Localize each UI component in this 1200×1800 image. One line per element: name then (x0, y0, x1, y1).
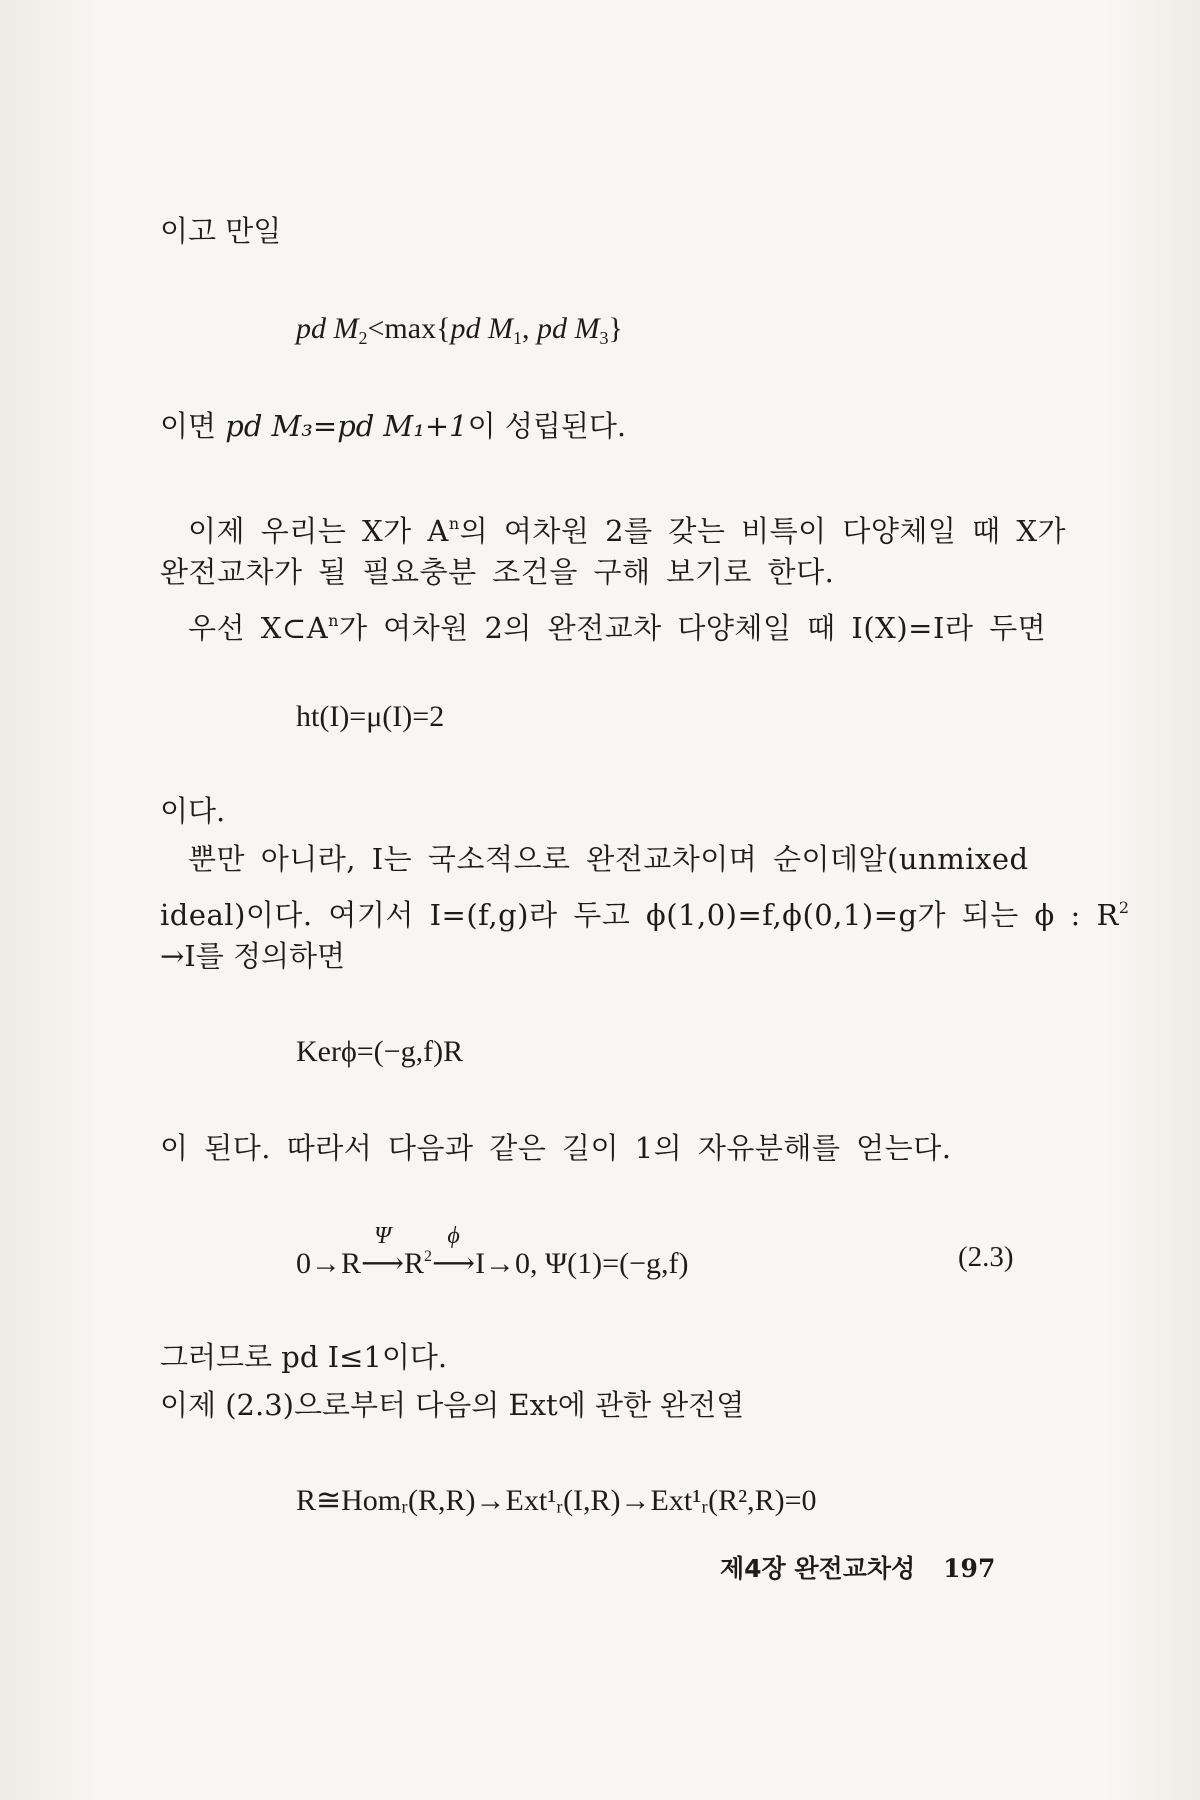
paragraph-complete-intersection: 완전교차가 될 필요충분 조건을 구해 보기로 한다. (160, 555, 835, 589)
text-first-sup: n (328, 611, 339, 630)
formula-M1-index: 1 (512, 328, 522, 348)
paragraph-ideal (160, 888, 1130, 935)
text-ideal-sup: 2 (1118, 898, 1130, 917)
paragraph-now (160, 504, 1066, 551)
text-suffix: 이 성립된다. (467, 409, 627, 443)
formula-M3: M (574, 312, 600, 345)
formula-height: ht(I)=μ(I)=2 (296, 700, 445, 733)
formula-M1: M (487, 312, 513, 345)
arrow-phi: ϕ ⟶ (432, 1244, 475, 1284)
paragraph-ext: 이제 (2.3)으로부터 다음의 Ext에 관한 완전열 (160, 1388, 745, 1422)
text-now-sup: n (448, 514, 460, 533)
paragraph-then (160, 406, 626, 446)
formula-pd-1: pd (296, 312, 326, 345)
paragraph-intro: 이고 만일 (160, 214, 282, 248)
formula-comma: , (521, 312, 537, 345)
paragraph-not-only: 뿐만 아니라, I는 국소적으로 완전교차이며 순이데알(unmixed (188, 842, 1029, 876)
text-first-b: 가 여차원 2의 완전교차 다양체일 때 I(X)=I라 두면 (338, 611, 1047, 645)
formula-M2-index: 2 (358, 328, 368, 348)
formula-resolution (296, 1223, 689, 1284)
formula-pd-3: pd (536, 312, 567, 345)
text-ideal: ideal)이다. 여기서 I=(f,g)라 두고 ϕ(1,0)=f,ϕ(0,1)=g가 되는 ϕ : R (160, 898, 1119, 932)
formula-max (296, 309, 623, 358)
page-footer (720, 1551, 995, 1587)
resolution-start: 0→R (296, 1247, 362, 1280)
paragraph-first (160, 601, 1046, 648)
paragraph-therefore: 그러므로 pd I≤1이다. (160, 1340, 448, 1374)
page-number: 197 (943, 1554, 996, 1583)
arrow-phi-label: ϕ (447, 1223, 460, 1249)
formula-close-brace: } (608, 312, 623, 345)
inline-formula-pd: pd M₃=pd M₁+1 (225, 409, 468, 443)
resolution-end: I→0, Ψ(1)=(−g,f) (475, 1247, 689, 1280)
chapter-title: 제4장 완전교차성 (720, 1554, 916, 1583)
arrow-psi-label: Ψ (374, 1223, 391, 1249)
text-now-b: 의 여차원 2를 갖는 비특이 다양체일 때 X가 (459, 514, 1066, 548)
paragraph-define: →I를 정의하면 (160, 939, 346, 973)
formula-M2: M (333, 312, 359, 345)
paragraph-free-resolution: 이 된다. 따라서 다음과 같은 길이 1의 자유분해를 얻는다. (160, 1131, 952, 1165)
formula-max-text: <max{ (367, 312, 451, 345)
formula-ext-sequence: R≅Homᵣ(R,R)→Ext¹ᵣ(I,R)→Ext¹ᵣ(R²,R)=0 (296, 1484, 817, 1517)
text-prefix: 이면 (160, 409, 226, 443)
equation-number: (2.3) (958, 1241, 1014, 1273)
text-now-a: 이제 우리는 X가 A (188, 514, 449, 548)
formula-pd-2: pd (450, 312, 481, 345)
paragraph-is: 이다. (160, 794, 226, 828)
text-first-a: 우선 X⊂A (188, 611, 329, 645)
arrow-psi: Ψ ⟶ (361, 1244, 404, 1284)
formula-kernel: Kerϕ=(−g,f)R (296, 1035, 464, 1068)
resolution-mid-sup: 2 (424, 1248, 433, 1265)
formula-M3-index: 3 (599, 328, 609, 348)
resolution-mid: R (404, 1247, 425, 1280)
